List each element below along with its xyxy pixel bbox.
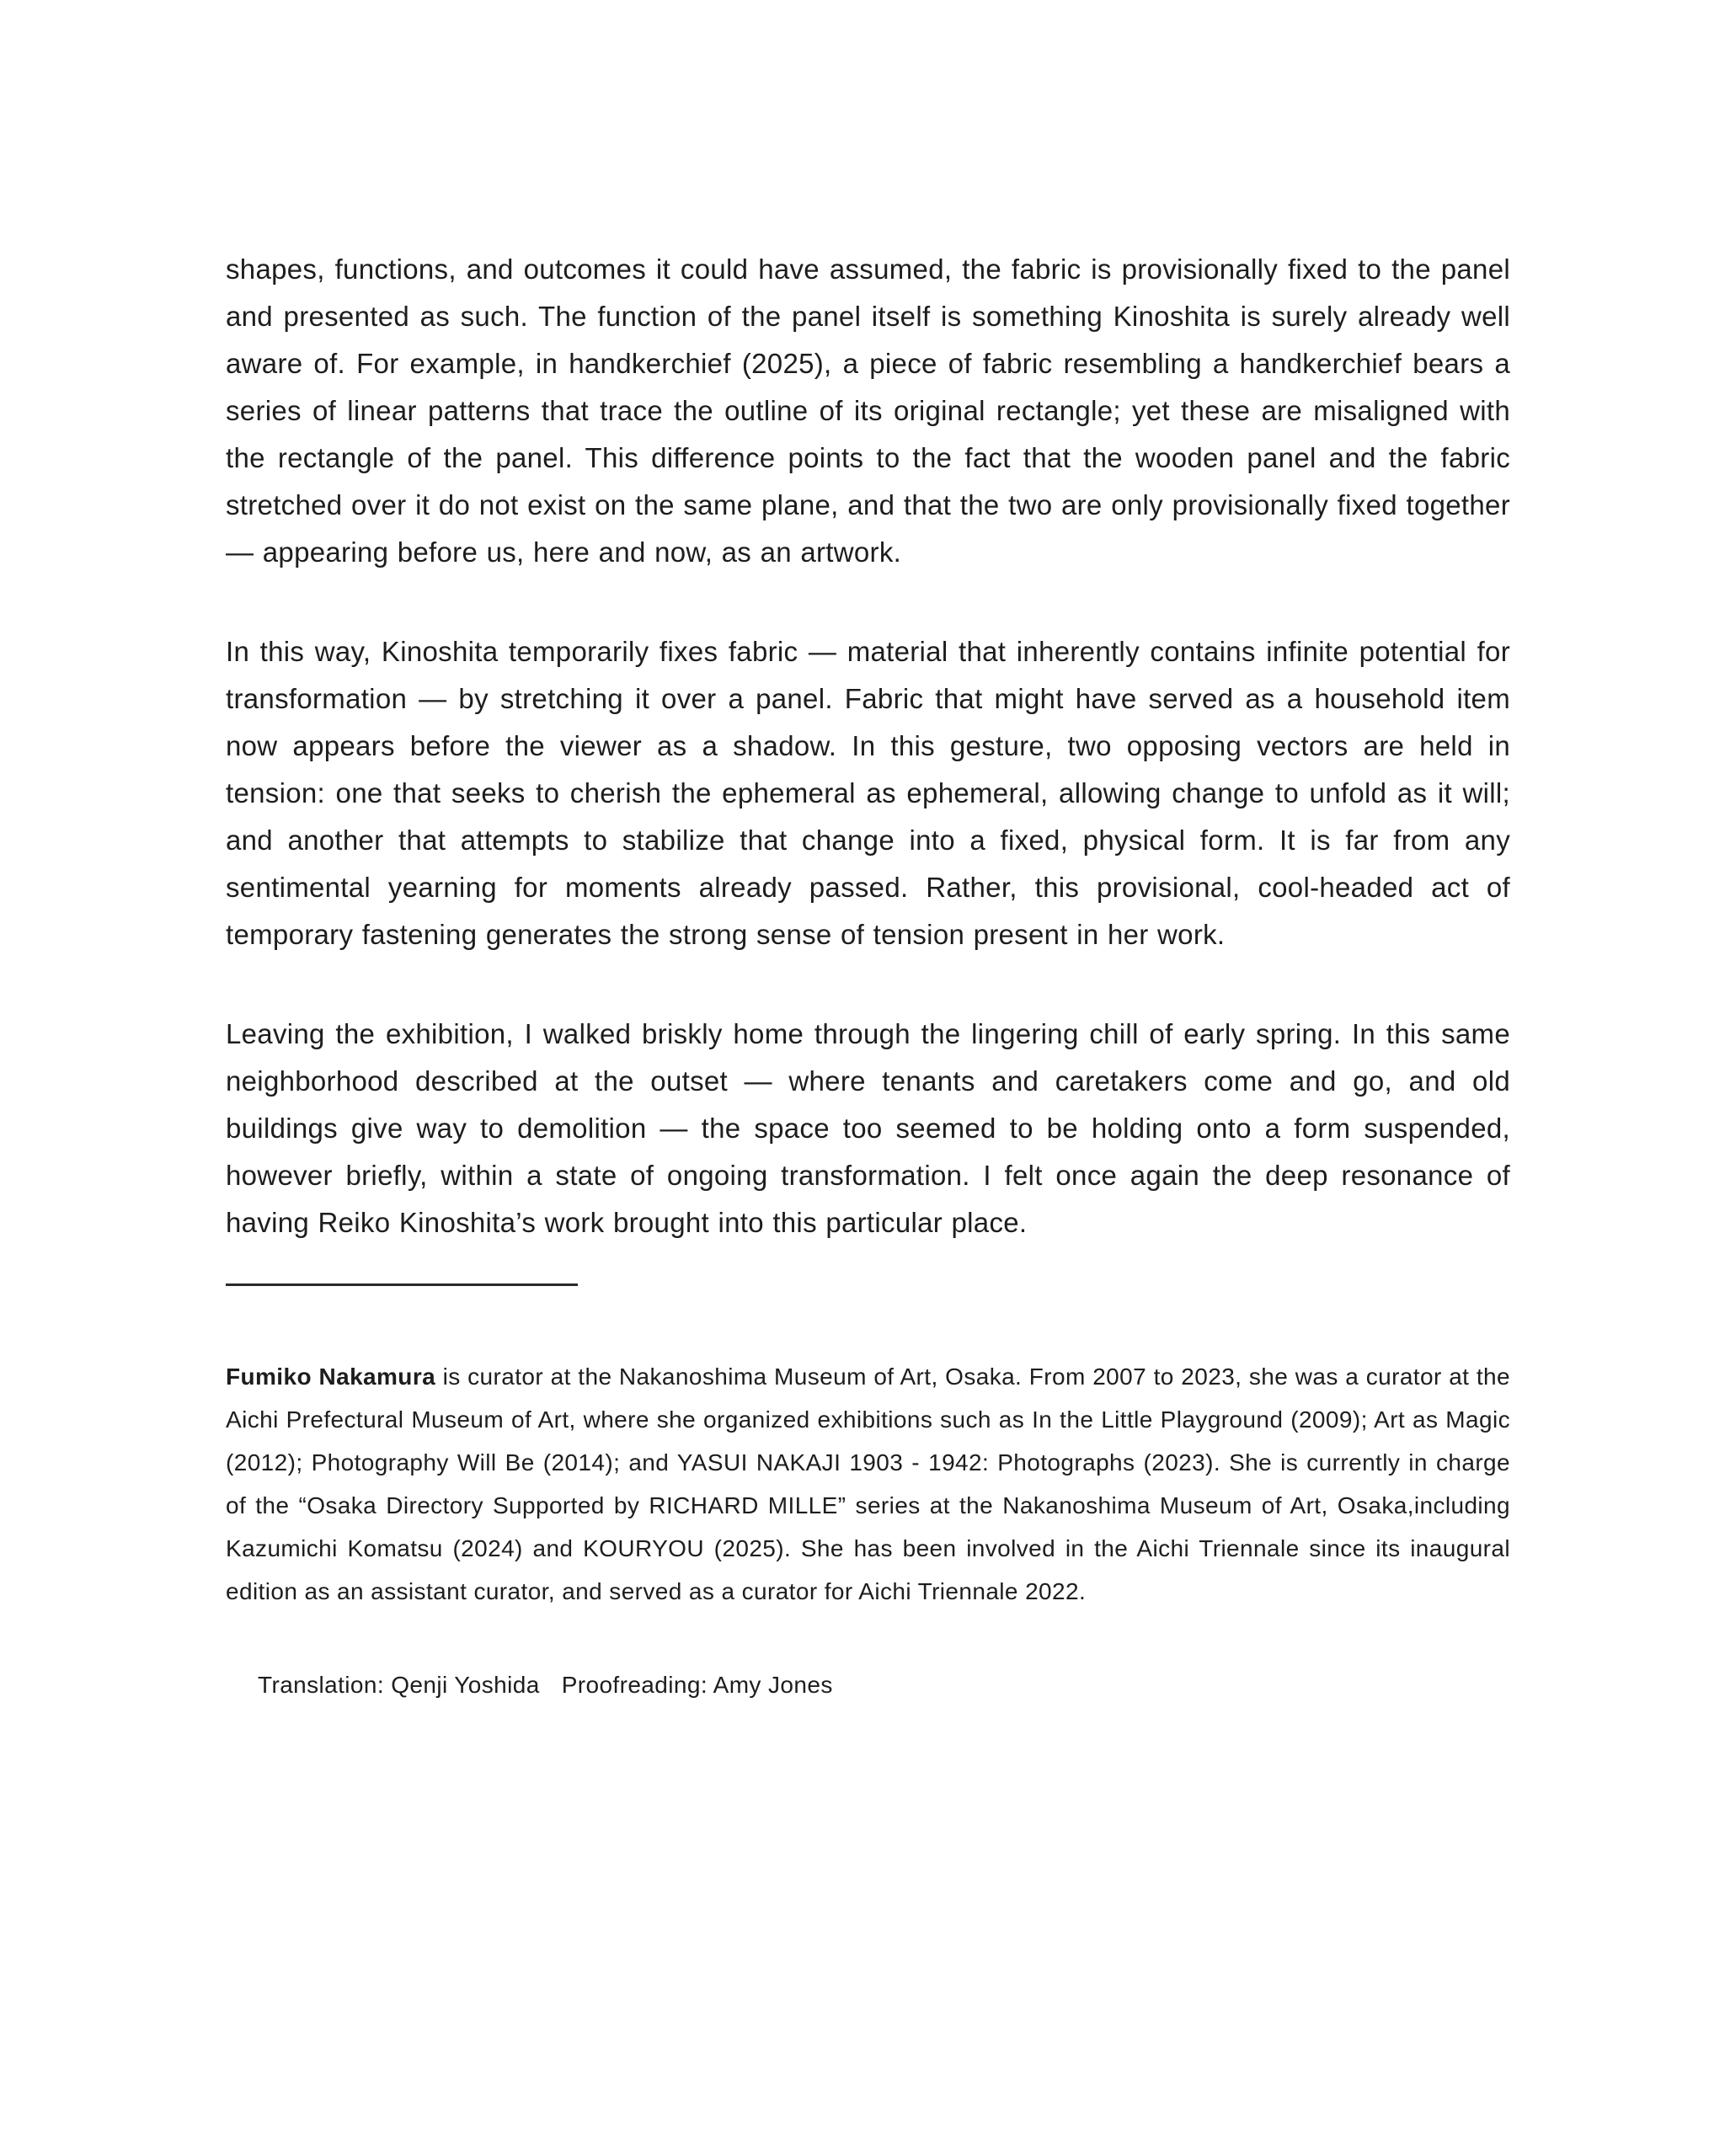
- bio-text: is curator at the Nakanoshima Museum of Art, Osaka. From 2007 to 2023, she was a curator at the Aichi Prefectural Museum of Art, where she organized exhibitions such as In the Little Playground (2009); Art as Magic (2012); Photography Will Be (2014); and YASUI NAKAJI 1903 - 1942: Photographs (2023). She is currently in charge of the “Osaka Directory Supported by RICHARD MILLE” series at the Nakanoshima Museum of Art, Osaka,including Kazumichi Komatsu (2024) and KOURYOU (2025). She has been involved in the Aichi Triennale since its inaugural edition as an assistant curator, and served as a curator for Aichi Triennale 2022.: [226, 1364, 1510, 1604]
- credits-line: [226, 1663, 1510, 1706]
- essay-paragraph: shapes, functions, and outcomes it could have assumed, the fabric is provisionally fixed to the panel and presented as such. The function of the panel itself is something Kinoshita is surely already well aware of. For example, in handkerchief (2025), a piece of fabric resembling a handkerchief bears a series of linear patterns that trace the outline of its original rectangle; yet these are misaligned with the rectangle of the panel. This difference points to the fact that the wooden panel and the fabric stretched over it do not exist on the same plane, and that the two are only provisionally fixed together — appearing before us, here and now, as an artwork.: [226, 253, 1510, 568]
- bio-author-name: Fumiko Nakamura: [226, 1364, 436, 1390]
- translation-credit: Translation: Qenji Yoshida: [258, 1672, 540, 1698]
- essay-paragraph: Leaving the exhibition, I walked briskly home through the lingering chill of early spring. In this same neighborhood described at the outset — where tenants and caretakers come and go, and old buildings give way to demolition — the space too seemed to be holding onto a form suspended, however briefly, within a state of ongoing transformation. I felt once again the deep resonance of having Reiko Kinoshita’s work brought into this particular place.: [226, 1018, 1510, 1238]
- section-divider: [226, 1283, 578, 1286]
- essay-paragraph: In this way, Kinoshita temporarily fixes fabric — material that inherently contains infinite potential for transformation — by stretching it over a panel. Fabric that might have served as a household item now appears before the viewer as a shadow. In this gesture, two opposing vectors are held in tension: one that seeks to cherish the ephemeral as ephemeral, allowing change to unfold as it will; and another that attempts to stabilize that change into a fixed, physical form. It is far from any sentimental yearning for moments already passed. Rather, this provisional, cool-headed act of temporary fastening generates the strong sense of tension present in her work.: [226, 636, 1510, 950]
- bio-paragraph: [226, 1355, 1510, 1613]
- essay-body: [226, 246, 1510, 1246]
- proofreading-credit: Proofreading: Amy Jones: [561, 1672, 833, 1698]
